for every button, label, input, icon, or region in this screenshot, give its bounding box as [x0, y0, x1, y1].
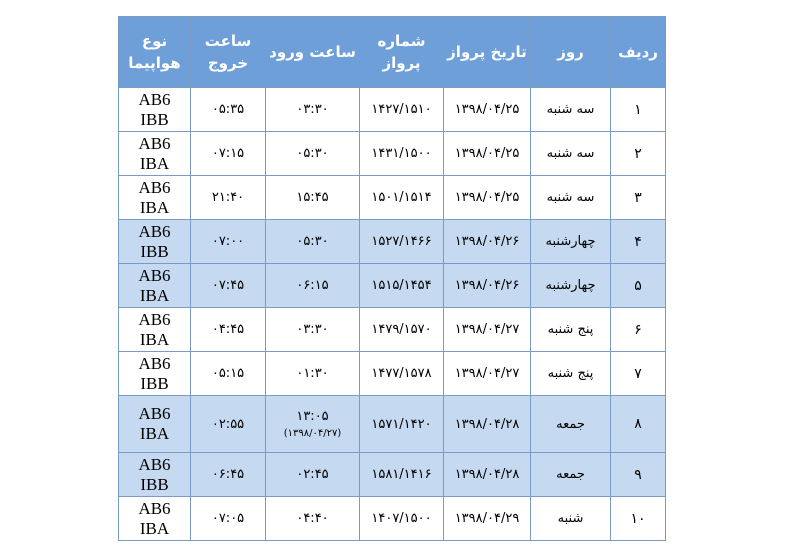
departure-time-cell: ۲۱:۴۰	[191, 176, 266, 220]
aircraft-model: AB6	[138, 89, 171, 109]
row-number-cell: ۱	[611, 88, 666, 132]
aircraft-type-cell	[119, 132, 191, 176]
aircraft-type-cell	[119, 176, 191, 220]
row-number-cell: ۶	[611, 308, 666, 352]
aircraft-type-cell	[119, 264, 191, 308]
flight-number-cell: ۱۴۰۷/۱۵۰۰	[360, 497, 444, 541]
row-number-cell: ۸	[611, 396, 666, 453]
arrival-time-cell: ۱۵:۴۵	[266, 176, 360, 220]
day-cell: سه شنبه	[531, 132, 611, 176]
row-number-cell: ۹	[611, 453, 666, 497]
flight-number-cell: ۱۵۰۱/۱۵۱۴	[360, 176, 444, 220]
flight-date-cell: ۱۳۹۸/۰۴/۲۶	[444, 220, 531, 264]
table-row	[119, 132, 666, 176]
aircraft-type-cell	[119, 352, 191, 396]
table-row	[119, 88, 666, 132]
header-flight-number: شماره پرواز	[360, 17, 444, 88]
arrival-time-cell: ۰۱:۳۰	[266, 352, 360, 396]
flight-number-cell: ۱۵۲۷/۱۴۶۶	[360, 220, 444, 264]
flight-date-cell: ۱۳۹۸/۰۴/۲۵	[444, 132, 531, 176]
flight-number-cell: ۱۴۳۱/۱۵۰۰	[360, 132, 444, 176]
flight-number-cell: ۱۵۷۱/۱۴۲۰	[360, 396, 444, 453]
header-aircraft-type	[119, 17, 191, 88]
aircraft-type-cell	[119, 497, 191, 541]
aircraft-registration: IBA	[139, 329, 170, 349]
flight-number-cell: ۱۴۷۷/۱۵۷۸	[360, 352, 444, 396]
departure-time-cell: ۰۷:۰۰	[191, 220, 266, 264]
flight-number-cell: ۱۴۲۷/۱۵۱۰	[360, 88, 444, 132]
arrival-time-cell: ۰۶:۱۵	[266, 264, 360, 308]
departure-time-cell: ۰۷:۰۵	[191, 497, 266, 541]
aircraft-registration: IBA	[139, 197, 170, 217]
table-header-row	[119, 17, 666, 88]
aircraft-registration: IBB	[140, 241, 169, 261]
table-row	[119, 453, 666, 497]
header-day: روز	[531, 17, 611, 88]
row-number-cell: ۷	[611, 352, 666, 396]
flight-number-cell: ۱۵۸۱/۱۴۱۶	[360, 453, 444, 497]
aircraft-model: AB6	[138, 265, 171, 285]
arrival-time-cell	[266, 396, 360, 453]
table-row	[119, 497, 666, 541]
arrival-time-cell: ۰۳:۳۰	[266, 308, 360, 352]
day-cell: جمعه	[531, 396, 611, 453]
departure-time-cell: ۰۷:۱۵	[191, 132, 266, 176]
flight-date-cell: ۱۳۹۸/۰۴/۲۵	[444, 88, 531, 132]
departure-time-cell: ۰۵:۱۵	[191, 352, 266, 396]
aircraft-type-cell	[119, 453, 191, 497]
aircraft-model: AB6	[138, 309, 171, 329]
flight-date-cell: ۱۳۹۸/۰۴/۲۸	[444, 396, 531, 453]
header-arrival-time: ساعت ورود	[266, 17, 360, 88]
row-number-cell: ۴	[611, 220, 666, 264]
departure-time-cell: ۰۶:۴۵	[191, 453, 266, 497]
header-departure-time	[191, 17, 266, 88]
table-row	[119, 308, 666, 352]
header-row-number: ردیف	[611, 17, 666, 88]
aircraft-registration: IBA	[139, 424, 170, 443]
departure-time-cell: ۰۵:۳۵	[191, 88, 266, 132]
arrival-date-note: (۱۳۹۸/۰۴/۲۷)	[283, 428, 342, 439]
departure-time-cell: ۰۲:۵۵	[191, 396, 266, 453]
departure-time-cell: ۰۷:۴۵	[191, 264, 266, 308]
aircraft-model: AB6	[138, 404, 171, 423]
day-cell: پنج شنبه	[531, 308, 611, 352]
day-cell: چهارشنبه	[531, 220, 611, 264]
table-row	[119, 264, 666, 308]
aircraft-registration: IBA	[139, 518, 170, 538]
day-cell: سه شنبه	[531, 88, 611, 132]
flight-date-cell: ۱۳۹۸/۰۴/۲۵	[444, 176, 531, 220]
day-cell: شنبه	[531, 497, 611, 541]
arrival-time-cell: ۰۴:۴۰	[266, 497, 360, 541]
aircraft-model: AB6	[138, 454, 171, 474]
aircraft-type-cell	[119, 308, 191, 352]
table-row	[119, 396, 666, 453]
aircraft-type-cell	[119, 220, 191, 264]
day-cell: پنج شنبه	[531, 352, 611, 396]
header-flight-date: تاریخ پرواز	[444, 17, 531, 88]
table-row	[119, 352, 666, 396]
header-departure-line1: ساعت	[204, 32, 252, 50]
header-departure-line2: خروج	[207, 54, 249, 72]
table-row	[119, 176, 666, 220]
aircraft-model: AB6	[138, 498, 171, 518]
aircraft-model: AB6	[138, 177, 171, 197]
row-number-cell: ۲	[611, 132, 666, 176]
arrival-time: ۱۳:۰۵	[296, 409, 329, 424]
aircraft-registration: IBB	[140, 109, 169, 129]
table-row	[119, 220, 666, 264]
day-cell: سه شنبه	[531, 176, 611, 220]
flight-date-cell: ۱۳۹۸/۰۴/۲۷	[444, 308, 531, 352]
aircraft-registration: IBA	[139, 285, 170, 305]
flight-date-cell: ۱۳۹۸/۰۴/۲۹	[444, 497, 531, 541]
row-number-cell: ۳	[611, 176, 666, 220]
aircraft-registration: IBB	[140, 373, 169, 393]
arrival-time-cell: ۰۵:۳۰	[266, 220, 360, 264]
day-cell: چهارشنبه	[531, 264, 611, 308]
day-cell: جمعه	[531, 453, 611, 497]
row-number-cell: ۱۰	[611, 497, 666, 541]
flight-date-cell: ۱۳۹۸/۰۴/۲۸	[444, 453, 531, 497]
arrival-time-cell: ۰۳:۳۰	[266, 88, 360, 132]
aircraft-type-cell	[119, 396, 191, 453]
header-aircraft-line2: هواپیما	[128, 54, 181, 72]
flight-date-cell: ۱۳۹۸/۰۴/۲۷	[444, 352, 531, 396]
flight-number-cell: ۱۴۷۹/۱۵۷۰	[360, 308, 444, 352]
arrival-time-cell: ۰۲:۴۵	[266, 453, 360, 497]
row-number-cell: ۵	[611, 264, 666, 308]
flight-number-cell: ۱۵۱۵/۱۴۵۴	[360, 264, 444, 308]
departure-time-cell: ۰۴:۴۵	[191, 308, 266, 352]
aircraft-type-cell	[119, 88, 191, 132]
flight-schedule-table	[118, 16, 666, 541]
arrival-time-cell: ۰۵:۳۰	[266, 132, 360, 176]
aircraft-registration: IBA	[139, 153, 170, 173]
flight-date-cell: ۱۳۹۸/۰۴/۲۶	[444, 264, 531, 308]
table-body	[119, 88, 666, 541]
aircraft-model: AB6	[138, 133, 171, 153]
aircraft-model: AB6	[138, 353, 171, 373]
header-aircraft-line1: نوع	[141, 32, 168, 50]
aircraft-registration: IBB	[140, 474, 169, 494]
aircraft-model: AB6	[138, 221, 171, 241]
